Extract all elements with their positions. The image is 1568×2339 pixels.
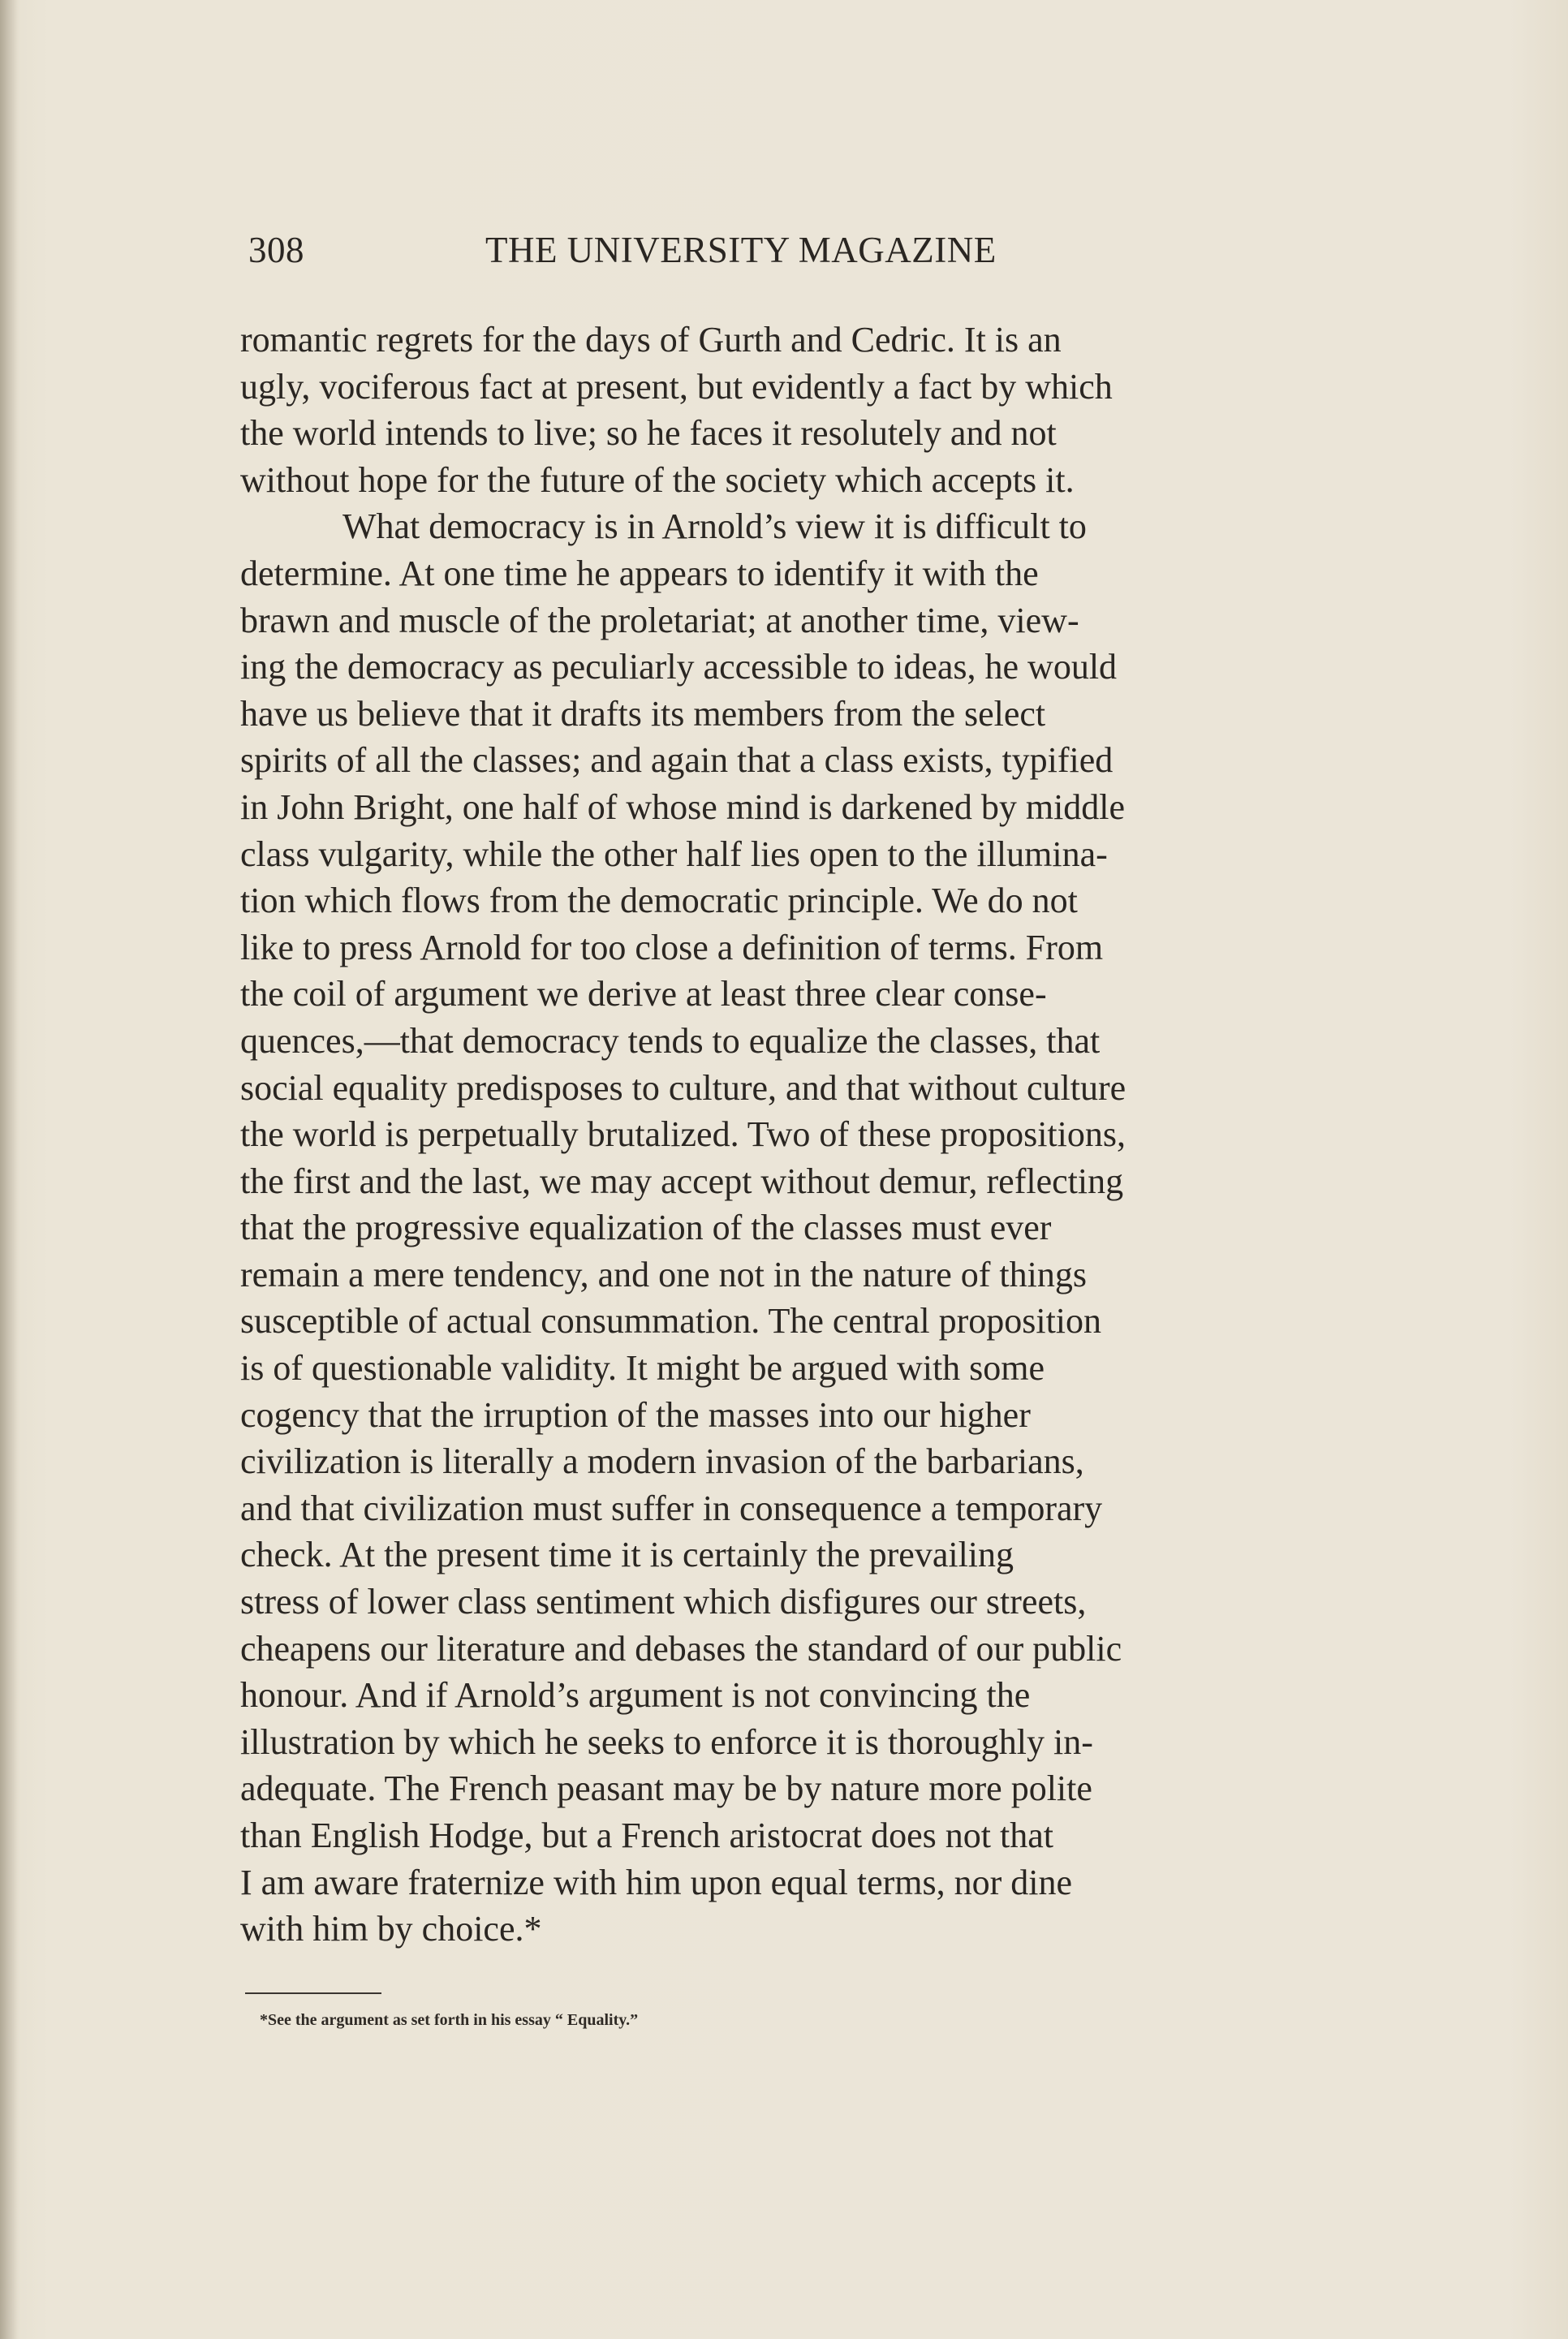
running-head <box>248 229 1385 278</box>
text-line: class vulgarity, while the other half lies open to the illumina- <box>240 834 1108 874</box>
text-line: quences,—that democracy tends to equalize the classes, that <box>240 1020 1101 1061</box>
text-line: with him by choice.* <box>240 1909 542 1949</box>
text-line: brawn and muscle of the proletariat; at another time, view- <box>240 600 1079 640</box>
text-line: that the progressive equalization of the classes must ever <box>240 1208 1052 1248</box>
text-line: adequate. The French peasant may be by nature more polite <box>240 1768 1092 1809</box>
magazine-title: THE UNIVERSITY MAGAZINE <box>485 230 997 270</box>
text-line: the coil of argument we derive at least three clear conse- <box>240 974 1047 1014</box>
text-line: civilization is literally a modern invasion of the barbarians, <box>240 1441 1084 1482</box>
text-line: like to press Arnold for too close a definition of terms. From <box>240 927 1104 967</box>
text-line: cheapens our literature and debases the standard of our public <box>240 1628 1122 1669</box>
text-line: without hope for the future of the society which accepts it. <box>240 459 1075 500</box>
text-line: check. At the present time it is certainly the prevailing <box>240 1535 1014 1575</box>
text-line: illustration by which he seeks to enforce it is thoroughly in- <box>240 1721 1093 1762</box>
text-line: is of questionable validity. It might be argued with some <box>240 1348 1045 1389</box>
text-line: stress of lower class sentiment which disfigures our streets, <box>240 1582 1087 1622</box>
text-line: What democracy is in Arnold’s view it is difficult to <box>342 506 1087 547</box>
text-line: the first and the last, we may accept without demur, reflecting <box>240 1161 1124 1201</box>
text-line: ing the democracy as peculiarly accessible to ideas, he would <box>240 647 1118 687</box>
text-line: I am aware fraternize with him upon equal terms, nor dine <box>240 1862 1073 1902</box>
text-line: and that civilization must suffer in consequence a temporary <box>240 1488 1103 1528</box>
text-line: susceptible of actual consummation. The central proposition <box>240 1301 1102 1342</box>
text-line: remain a mere tendency, and one not in the nature of things <box>240 1254 1088 1294</box>
paragraph-2 <box>240 503 1376 1952</box>
paragraph-1 <box>240 317 1376 503</box>
text-line: determine. At one time he appears to identify it with the <box>240 553 1039 593</box>
text-line: honour. And if Arnold’s argument is not convincing the <box>240 1675 1031 1716</box>
text-line: cogency that the irruption of the masses into our higher <box>240 1394 1031 1435</box>
footnote-rule <box>245 1992 381 1994</box>
text-line: the world intends to live; so he faces it resolutely and not <box>240 413 1057 454</box>
footnote: *See the argument as set forth in his essay “ Equality.” <box>260 2011 639 2029</box>
text-line: have us believe that it drafts its members from the select <box>240 693 1046 734</box>
text-line: in John Bright, one half of whose mind is darkened by middle <box>240 786 1126 827</box>
text-line: ugly, vociferous fact at present, but evidently a fact by which <box>240 366 1113 407</box>
text-line: romantic regrets for the days of Gurth and Cedric. It is an <box>240 320 1062 360</box>
page-number: 308 <box>248 230 304 270</box>
text-line: the world is perpetually brutalized. Two of these propositions, <box>240 1114 1126 1155</box>
text-line: tion which flows from the democratic principle. We do not <box>240 881 1078 921</box>
text-line: than English Hodge, but a French aristocrat does not that <box>240 1816 1053 1855</box>
text-line: social equality predisposes to culture, and that without culture <box>240 1067 1126 1108</box>
body-text <box>240 317 1376 1953</box>
text-line: spirits of all the classes; and again that a class exists, typified <box>240 740 1114 781</box>
binding-edge-shadow <box>0 0 18 2339</box>
